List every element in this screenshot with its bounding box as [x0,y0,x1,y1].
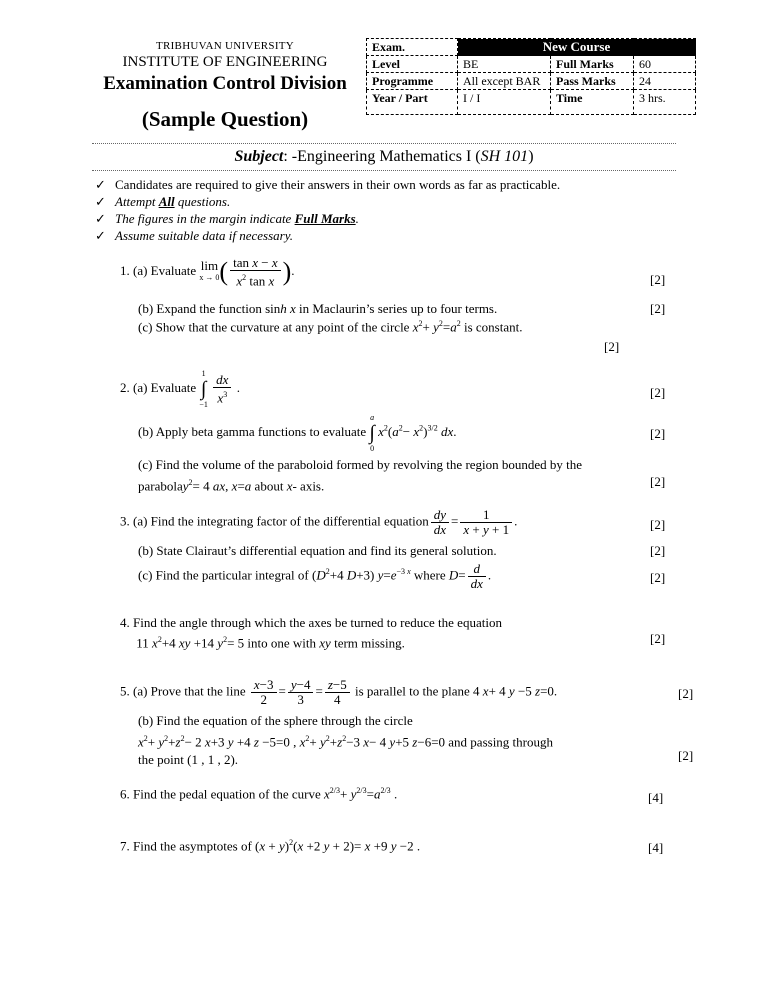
marks: [2] [650,517,666,532]
marks: [2] [678,748,694,763]
exam-label: Exam. [367,39,458,56]
divider [92,170,676,171]
year-label: Year / Part [367,90,458,115]
question-3a: 3. (a) Find the integrating factor of the differential equation $\frac{dy}{dx}$ = $\frac{1}{x + y + 1}$ . [120,507,518,537]
marks: [2] [604,339,620,354]
marks: [2] [650,272,666,287]
question-3c: (c) Find the particular integral of ($D^2+4$ D+3) $y=e^{-3 x}$ where D= $\frac{d}{dx}$ . [138,561,492,591]
marks: [2] [650,543,666,558]
instruction-item: ✓ Assume suitable data if necessary. [95,228,294,243]
question-6: 6. Find the pedal equation of the curve $x^{2/3}+ y^{2/3}=a^{2/3}$ . [120,786,398,802]
question-1b: (b) Expand the function sinh x in Maclaurin’s series up to four terms. [138,301,498,316]
instruction-item: ✓ The figures in the margin indicate Full Marks. [95,211,359,226]
check-icon: ✓ [95,177,106,192]
year-value: I / I [458,90,551,115]
question-5b: (b) Find the equation of the sphere through the circle $x^2+ y^2+z^2- 2$ x+3 y +4 z −5=0 , $x^2+ y^2+z^2-3$ x− 4 y+5 z−6=0 and passing through the point (1 , 1 , 2). [138,713,553,768]
course-badge: New Course [458,39,696,56]
divider [92,143,676,144]
question-5a: 5. (a) Prove that the line $\frac{x-3}{2}$ = $\frac{y-4}{3}$ = $\frac{z-5}{4}$ is parallel to the plane 4 x+ 4 y −5 z=0. [120,677,558,707]
header-block [80,38,370,132]
marks: [4] [648,790,664,805]
check-icon: ✓ [95,194,106,209]
university-name: TRIBHUVAN UNIVERSITY [155,40,295,52]
exam-info-table [366,38,696,115]
marks: [4] [648,840,664,855]
question-2a: 2. (a) Evaluate 1 ∫ −1 $\frac{dx}{x^3}$ . [120,369,240,409]
marks: [2] [650,631,666,646]
check-icon: ✓ [95,211,106,226]
marks: [2] [650,426,666,441]
marks: [2] [650,301,666,316]
programme-label: Programme [367,73,458,90]
check-icon: ✓ [95,228,106,243]
instruction-item: ✓ Candidates are required to give their answers in their own words as far as practicable. [95,177,561,192]
full-marks-value: 60 [634,56,696,73]
subject-line [0,148,768,166]
marks: [2] [650,385,666,400]
marks: [2] [678,686,694,701]
programme-value: All except BAR [458,73,551,90]
subject-label: Subject [234,148,284,165]
full-marks-label: Full Marks [551,56,634,73]
subject-code: SH 101 [480,148,529,165]
question-2b: (b) Apply beta gamma functions to evaluate a ∫ 0 $x^2(a^2- x^2)^{3/2}$ dx. [138,413,457,453]
division-name: Examination Control Division [103,73,347,94]
instruction-item: ✓ Attempt All questions. [95,194,231,209]
sample-title: (Sample Question) [141,107,309,131]
question-7: 7. Find the asymptotes of $(x + y)^2(x +2$ y + 2)= x +9 y −2 . [120,838,421,854]
question-4: 4. Find the angle through which the axes be turned to reduce the equation 11 $x^2+4$ xy +14 $y^2= 5$ into one with xy term missing. [120,615,502,651]
marks: [2] [650,570,666,585]
question-1a: 1. (a) Evaluate lim x → 0 ( $\frac{\text{tan x − x}}{x^2 \tan x}$ ). [120,255,295,289]
marks: [2] [650,474,666,489]
question-1c: (c) Show that the curvature at any point of the circle $x^2+ y^2=a^2$ is constant. [138,319,523,335]
pass-marks-value: 24 [634,73,696,90]
level-value: BE [458,56,551,73]
subject-text: : -Engineering Mathematics I ( [283,148,481,165]
level-label: Level [367,56,458,73]
instructions-list [95,176,560,244]
question-2c: (c) Find the volume of the paraboloid formed by revolving the region bounded by the parabolay$^2$= 4 ax, x=a about x- axis. [138,457,583,494]
time-value: 3 hrs. [634,90,696,115]
subject-close: ) [528,148,534,165]
pass-marks-label: Pass Marks [551,73,634,90]
institute-name: INSTITUTE OF ENGINEERING [122,54,328,70]
time-label: Time [551,90,634,115]
question-3b: (b) State Clairaut’s differential equation and find its general solution. [138,543,497,558]
